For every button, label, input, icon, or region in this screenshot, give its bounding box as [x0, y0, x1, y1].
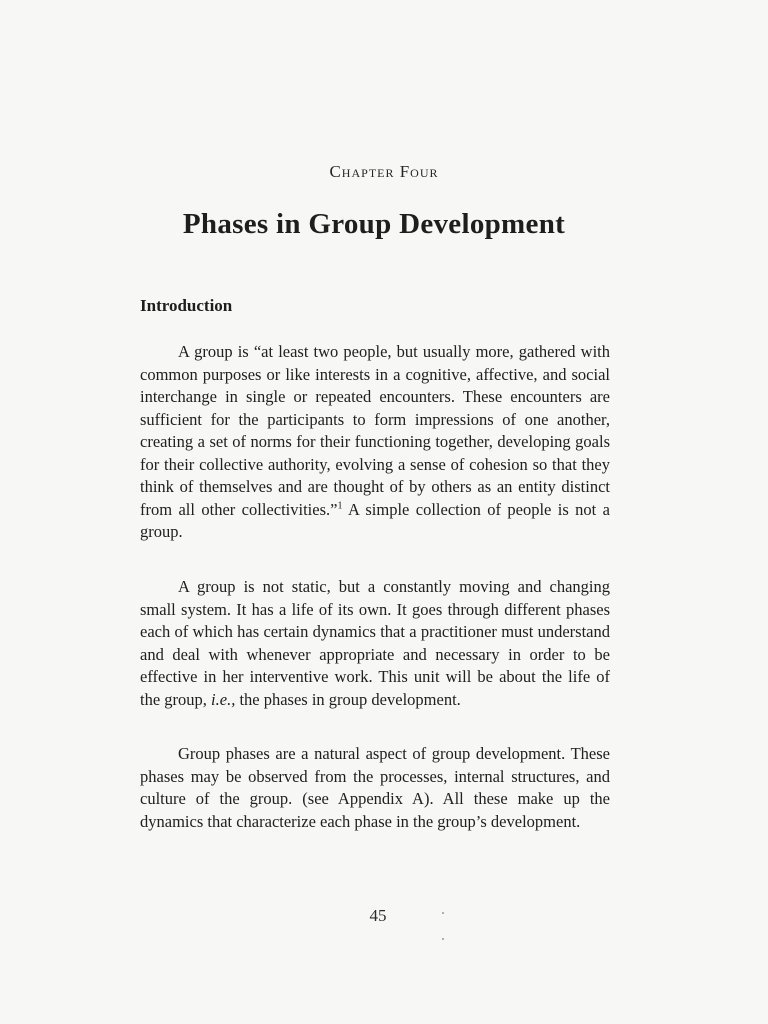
paragraph-3	[140, 743, 610, 833]
italic-ie: i.e.,	[211, 689, 236, 709]
scan-speck	[442, 912, 444, 914]
paragraph-1-text: A group is “at least two people, but usually more, gathered with common purposes or like interests in a cognitive, affective, and social interchange in single or repeated encounters. These encounters are sufficient for the participants to form impressions of one another, creating a set of norms for their functioning together, developing goals for their collective authority, evolving a sense of cohesion so that they think of themselves and are thought of by others as an entity distinct from all other collectivities.”	[140, 342, 610, 519]
paragraph-3-text: Group phases are a natural aspect of group development. These phases may be observed from the processes, internal structures, and culture of the group. (see Appendix A). All these make up the dynamics that characterize each phase in the group’s development.	[140, 744, 610, 831]
section-heading: Introduction	[140, 296, 233, 315]
paragraph-1	[140, 341, 610, 544]
chapter-title: Phases in Group Development	[182, 208, 566, 240]
paragraph-2	[140, 576, 610, 711]
footnote-marker: 1	[337, 500, 343, 511]
paragraph-2-text: A group is not static, but a constantly moving and changing small system. It has a life of its own. It goes through different phases each of which has certain dynamics that a practitioner must understand and deal with whenever appropriate and necessary in order to be effective in her interventive work. This unit will be about the life of the group,	[140, 577, 610, 709]
scan-speck	[442, 938, 444, 940]
paragraph-1-text-end: A simple collection of people is not a group.	[140, 499, 610, 541]
chapter-label: Chapter Four	[329, 162, 439, 181]
paragraph-2-text-end: the phases in group development.	[235, 689, 461, 709]
page-number: 45	[369, 906, 387, 925]
